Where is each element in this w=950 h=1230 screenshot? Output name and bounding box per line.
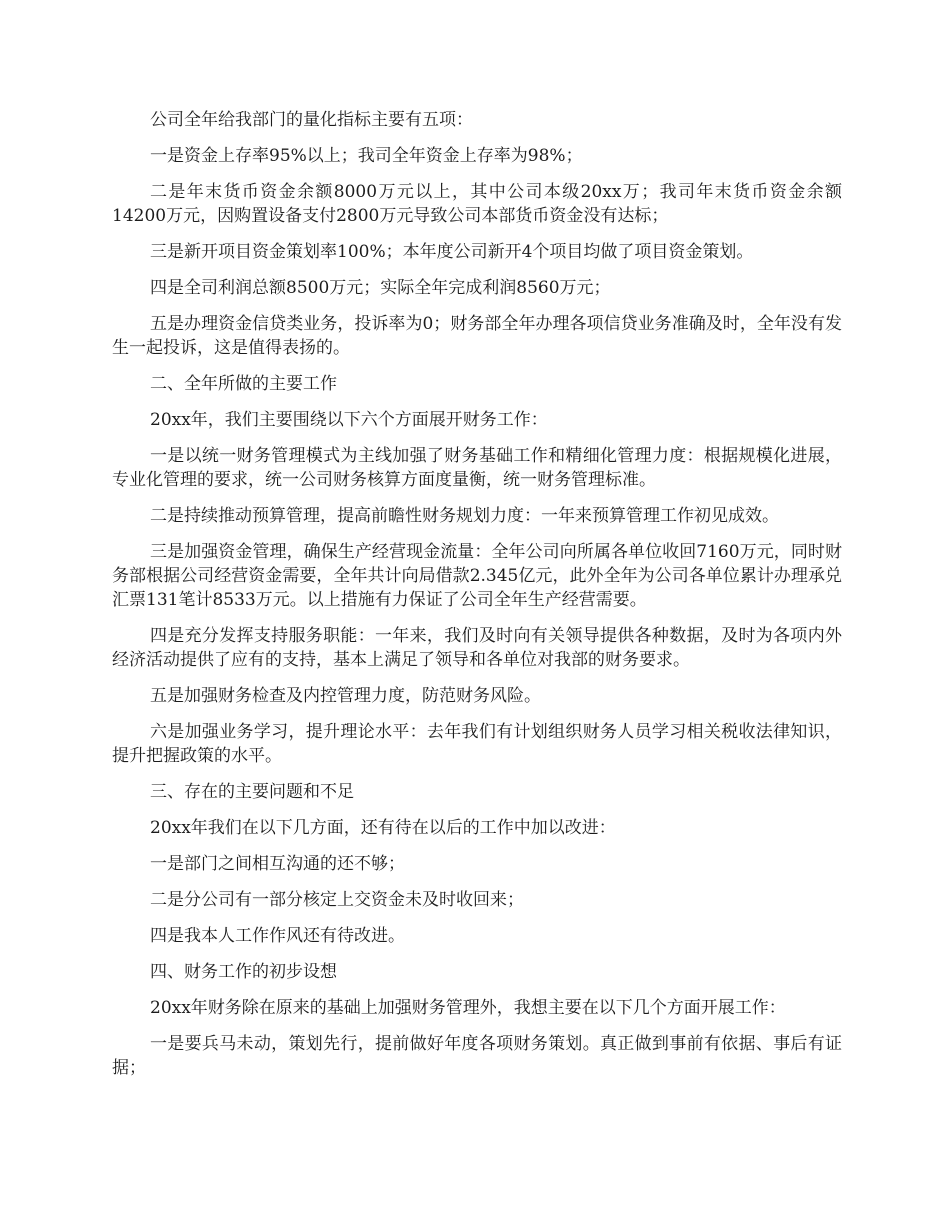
section-heading-main-work: 二、全年所做的主要工作: [150, 374, 337, 394]
paragraph-indicator-1: 一是资金上存率95%以上；我司全年资金上存率为98%；: [150, 146, 583, 166]
paragraph-indicator-5: 五是办理资金信贷类业务，投诉率为0；财务部全年办理各项信贷业务准确及时，全年没有发生一起投诉，这是值得表扬的。: [112, 314, 842, 358]
paragraph-indicator-4: 四是全司利润总额8500万元；实际全年完成利润8560万元；: [150, 278, 611, 298]
paragraph-work-1: 一是以统一财务管理模式为主线加强了财务基础工作和精细化管理力度：根据规模化进展，专业化管理的要求，统一公司财务核算方面度量衡，统一财务管理标准。: [112, 446, 842, 490]
paragraph-problem-2: 二是分公司有一部分核定上交资金未及时收回来；: [150, 890, 524, 910]
paragraph-plans-intro: 20xx年财务除在原来的基础上加强财务管理外，我想主要在以下几个方面开展工作：: [150, 998, 786, 1018]
paragraph-work-5: 五是加强财务检查及内控管理力度，防范财务风险。: [150, 686, 541, 706]
paragraph-indicator-3: 三是新开项目资金策划率100%；本年度公司新开4个项目均做了项目资金策划。: [150, 242, 754, 262]
document-body: [112, 108, 842, 1092]
paragraph-work-3: 三是加强资金管理，确保生产经营现金流量：全年公司向所属各单位收回7160万元，同时财务部根据公司经营资金需要，全年共计向局借款2.345亿元，此外全年为公司各单位累计办理承兑汇票131笔计8533万元。以上措施有力保证了公司全年生产经营需要。: [112, 542, 842, 610]
paragraph-plan-1: 一是要兵马未动，策划先行，提前做好年度各项财务策划。真正做到事前有依据、事后有证据；: [112, 1034, 842, 1078]
paragraph-problems-intro: 20xx年我们在以下几方面，还有待在以后的工作中加以改进：: [150, 818, 616, 838]
section-heading-problems: 三、存在的主要问题和不足: [150, 782, 354, 802]
paragraph-work-2: 二是持续推动预算管理，提高前瞻性财务规划力度：一年来预算管理工作初见成效。: [150, 506, 779, 526]
paragraph-work-4: 四是充分发挥支持服务职能：一年来，我们及时向有关领导提供各种数据，及时为各项内外经济活动提供了应有的支持，基本上满足了领导和各单位对我部的财务要求。: [112, 626, 842, 670]
section-heading-plans: 四、财务工作的初步设想: [150, 962, 337, 982]
paragraph-quantitative-intro: 公司全年给我部门的量化指标主要有五项：: [150, 110, 473, 130]
paragraph-indicator-2: 二是年末货币资金余额8000万元以上，其中公司本级20xx万；我司年末货币资金余额14200万元，因购置设备支付2800万元导致公司本部货币资金没有达标；: [112, 182, 842, 226]
paragraph-problem-4: 四是我本人工作作风还有待改进。: [150, 926, 405, 946]
paragraph-work-6: 六是加强业务学习，提升理论水平：去年我们有计划组织财务人员学习相关税收法律知识，提升把握政策的水平。: [112, 722, 842, 766]
paragraph-main-work-intro: 20xx年，我们主要围绕以下六个方面展开财务工作：: [150, 410, 548, 430]
paragraph-problem-1: 一是部门之间相互沟通的还不够；: [150, 854, 405, 874]
